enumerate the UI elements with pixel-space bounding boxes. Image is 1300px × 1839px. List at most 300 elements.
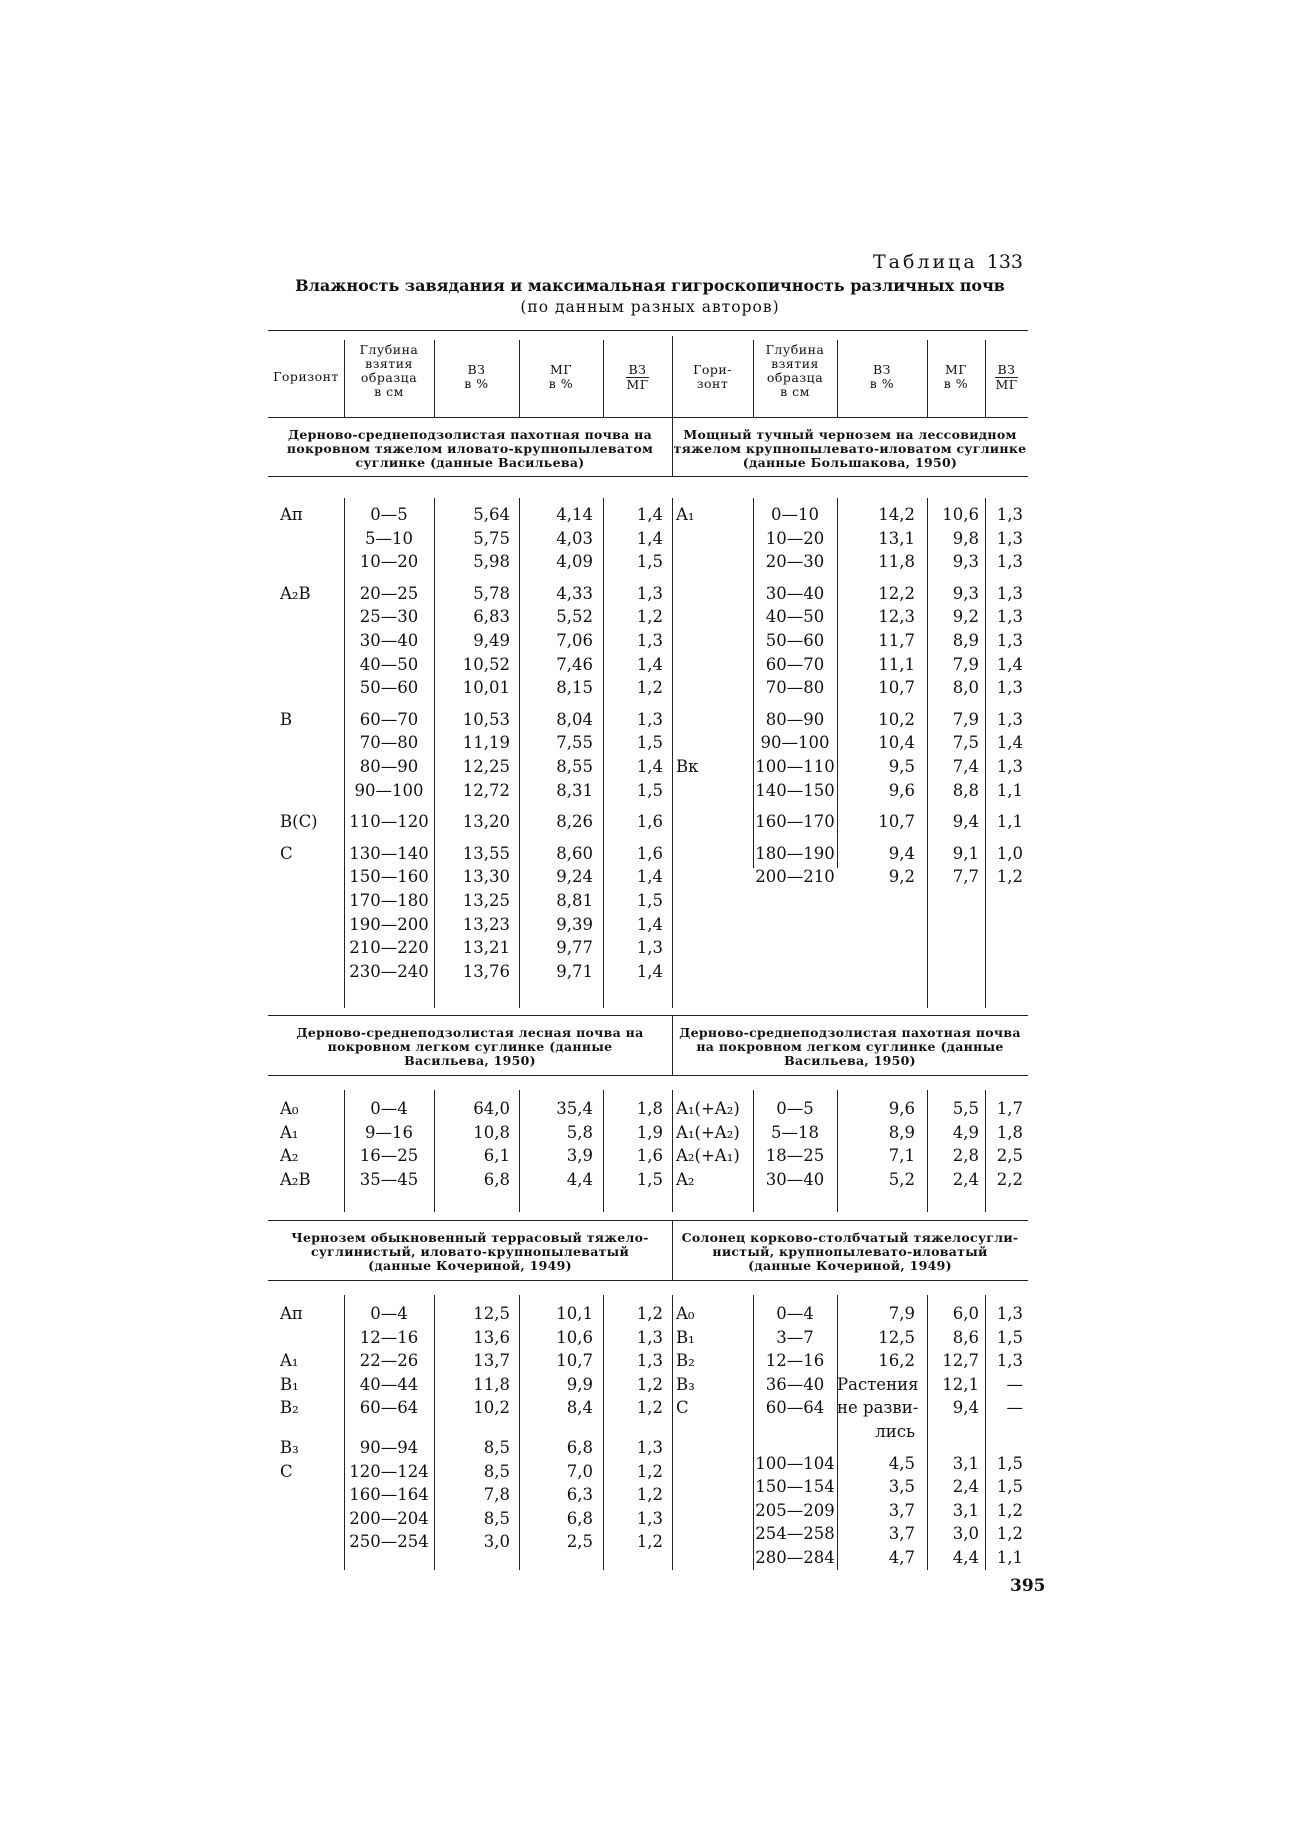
cell-mg: 4,4 [566, 1169, 593, 1189]
cell-mg: 12,7 [942, 1351, 979, 1371]
cell-r: 1,1 [996, 780, 1023, 800]
cell-vz: 8,9 [888, 1122, 915, 1142]
cell-h: Aп [280, 1304, 303, 1323]
hdr-text: в % [869, 376, 895, 391]
header-mg-right [927, 363, 985, 391]
header-bottom-rule [268, 417, 1028, 418]
cell-r: 1,3 [996, 607, 1023, 627]
cell-d: 40—44 [359, 1374, 419, 1394]
hdr-text: МГ [995, 377, 1018, 392]
section3-top-rule [268, 1220, 1028, 1221]
cell-d: 30—40 [359, 631, 419, 650]
cell-h: A₂B [280, 583, 311, 603]
ratio-fraction [626, 363, 650, 392]
header-horizon-left: Горизонт [273, 369, 339, 384]
cell-mg: 8,31 [556, 780, 593, 800]
cell-d: 150—160 [349, 867, 429, 887]
cell-vz: 13,21 [462, 938, 510, 958]
cell-mg: 3,1 [952, 1453, 979, 1473]
cell-mg: 4,33 [556, 583, 593, 603]
cell-d: 150—154 [755, 1477, 835, 1497]
cell-d: 130—140 [349, 843, 429, 863]
cell-d: 60—70 [359, 709, 419, 729]
cell-r: 1,2 [636, 1461, 663, 1481]
cell-h: A₀ [280, 1099, 299, 1118]
hdr-text: образца [360, 370, 418, 385]
cell-d: 50—60 [765, 631, 825, 650]
cell-mg: 10,6 [556, 1327, 593, 1347]
cell-vz: 12,5 [473, 1304, 510, 1323]
section3-title-rule [268, 1280, 1028, 1281]
cell-vz: 4,7 [888, 1548, 915, 1567]
cell-r: 1,5 [636, 780, 663, 800]
cell-mg: 4,14 [556, 505, 593, 524]
table-title: Влажность завядания и максимальная гигроскопичность различных почв [295, 276, 1005, 295]
cell-vz: 8,5 [483, 1508, 510, 1528]
cell-h: B₁ [280, 1374, 299, 1394]
cell-h: B₁ [676, 1327, 695, 1347]
cell-vz: 3,5 [888, 1477, 915, 1497]
cell-vz: 10,01 [462, 678, 510, 698]
cell-vz: 11,1 [878, 654, 915, 674]
cell-r: 1,4 [636, 914, 663, 934]
cell-vz: 12,72 [462, 780, 510, 800]
cell-d: 90—100 [760, 733, 830, 753]
section-title-line: Дерново-среднеподзолистая пахотная почва на [287, 427, 653, 442]
header-vz-right [837, 363, 927, 391]
cell-r: 1,3 [996, 552, 1023, 572]
cell-mg: 2,5 [566, 1532, 593, 1552]
cell-r: 1,3 [996, 709, 1023, 729]
cell-r: 1,4 [636, 867, 663, 887]
cell-vz: 9,2 [888, 867, 915, 887]
cell-vz: 10,7 [878, 678, 915, 698]
cell-d: 20—30 [765, 552, 825, 572]
cell-r: 1,1 [996, 812, 1023, 832]
cell-d: 70—80 [359, 733, 419, 753]
cell-r: 1,7 [996, 1099, 1023, 1118]
cell-r: 1,3 [636, 1351, 663, 1371]
section-title-line: покровном тяжелом иловато-крупнопылеватом [286, 441, 654, 456]
cell-r: 1,5 [996, 1477, 1023, 1497]
cell-r: 1,4 [636, 961, 663, 981]
cell-d: 0—5 [776, 1099, 814, 1118]
hdr-text: ВЗ [626, 363, 650, 378]
cell-h: A₀ [676, 1304, 695, 1323]
hdr-text: зонт [696, 376, 729, 391]
cell-h: A₂(+A₁) [676, 1146, 740, 1166]
cell-h: A₂ [676, 1169, 695, 1189]
cell-d: 35—45 [359, 1169, 419, 1189]
cell-d: 16—25 [359, 1146, 419, 1166]
cell-h: A₁(+A₂) [676, 1099, 740, 1118]
cell-mg: 9,3 [952, 552, 979, 572]
cell-vz: 3,7 [888, 1500, 915, 1520]
cell-vz: 5,64 [473, 505, 510, 524]
cell-mg: 8,55 [556, 757, 593, 776]
cell-d: 90—94 [359, 1438, 419, 1457]
cell-d: 20—25 [359, 583, 419, 603]
cell-r: — [1006, 1374, 1023, 1394]
cell-mg: 4,4 [952, 1548, 979, 1567]
cell-vz: 11,8 [473, 1374, 510, 1394]
cell-r: 1,6 [636, 843, 663, 863]
cell-r: 1,4 [636, 757, 663, 776]
cell-d: 0—4 [370, 1099, 408, 1118]
cell-d: 254—258 [755, 1524, 835, 1544]
cell-mg: 9,9 [566, 1374, 593, 1394]
cell-vz: 8,5 [483, 1461, 510, 1481]
hdr-text: ВЗ [467, 362, 486, 377]
cell-mg: 9,3 [952, 583, 979, 603]
cell-mg: 8,0 [952, 678, 979, 698]
section-title-line: (данные Кочериной, 1949) [368, 1258, 572, 1273]
cell-mg: 10,1 [556, 1304, 593, 1323]
cell-mg: 8,60 [556, 843, 593, 863]
cell-vz: 10,2 [878, 709, 915, 729]
cell-vz: 9,4 [888, 843, 915, 863]
cell-h: A₂ [280, 1146, 299, 1166]
section2-right-title [672, 1026, 1028, 1068]
cell-vz: 6,1 [483, 1146, 510, 1166]
cell-mg: 8,8 [952, 780, 979, 800]
hdr-text: в % [943, 376, 969, 391]
section-title-line: на покровном легком суглинке (данные [696, 1039, 1004, 1054]
cell-mg: 8,26 [556, 812, 593, 832]
cell-r: 1,8 [636, 1099, 663, 1118]
header-vz-left [434, 363, 519, 391]
cell-d: 9—16 [365, 1122, 413, 1142]
cell-r: 1,2 [636, 607, 663, 627]
cell-mg: 10,6 [942, 505, 979, 524]
cell-d: 160—164 [349, 1485, 429, 1505]
cell-r: 1,8 [996, 1122, 1023, 1142]
cell-d: 25—30 [359, 607, 419, 627]
cell-vz: 11,7 [878, 631, 915, 650]
cell-h: A₁(+A₂) [676, 1122, 740, 1142]
cell-r: 1,4 [636, 505, 663, 524]
cell-r: 1,2 [996, 867, 1023, 887]
cell-mg: 9,4 [952, 812, 979, 832]
cell-d: 50—60 [359, 678, 419, 698]
cell-d: 0—5 [370, 505, 408, 524]
cell-d: 210—220 [349, 938, 429, 958]
cell-vz: 9,5 [888, 757, 915, 776]
cell-r: 1,0 [996, 843, 1023, 863]
cell-vz: 13,76 [462, 961, 510, 981]
cell-d: 60—70 [765, 654, 825, 674]
cell-vz: 9,6 [888, 1099, 915, 1118]
section-title-line: Мощный тучный чернозем на лессовидном [683, 427, 1017, 442]
cell-r: 1,4 [996, 733, 1023, 753]
cell-vz: 10,8 [473, 1122, 510, 1142]
section2-left-title [268, 1026, 672, 1068]
cell-d: 10—20 [765, 528, 825, 548]
header-ratio-left [603, 363, 672, 392]
cell-h: C [280, 1461, 293, 1481]
cell-r: 1,1 [996, 1548, 1023, 1567]
cell-r: 1,4 [636, 654, 663, 674]
section-title-line: тяжелом крупнопылевато-иловатом суглинке [673, 441, 1027, 456]
cell-mg: 8,81 [556, 891, 593, 910]
cell-mg: 4,09 [556, 552, 593, 572]
header-mg-left [519, 363, 603, 391]
cell-r: 1,2 [996, 1500, 1023, 1520]
table-subtitle: (по данным разных авторов) [520, 298, 780, 316]
cell-r: 1,2 [636, 1374, 663, 1394]
cell-h: B₂ [676, 1351, 695, 1371]
cell-r: 1,2 [996, 1524, 1023, 1544]
cell-d: 60—64 [359, 1398, 419, 1418]
cell-mg: 9,1 [952, 843, 979, 863]
cell-vz: 3,7 [888, 1524, 915, 1544]
cell-r: 1,2 [636, 1304, 663, 1323]
cell-r: 1,2 [636, 678, 663, 698]
section2-top-rule [268, 1015, 1028, 1016]
cell-h: A₁ [280, 1122, 299, 1142]
cell-vz: 10,4 [878, 733, 915, 753]
cell-h: B₃ [676, 1374, 695, 1394]
cell-d: 205—209 [755, 1500, 835, 1520]
cell-r: 1,3 [996, 678, 1023, 698]
cell-r: 1,3 [636, 709, 663, 729]
cell-d: 40—50 [359, 654, 419, 674]
section-divider [672, 1295, 673, 1570]
cell-vz: 12,25 [462, 757, 510, 776]
cell-r: 1,4 [996, 654, 1023, 674]
cell-d: 120—124 [349, 1461, 429, 1481]
cell-vz: 9,6 [888, 780, 915, 800]
cell-h: Bк [676, 757, 699, 776]
cell-d: 30—40 [765, 1169, 825, 1189]
section1-right-title [672, 428, 1028, 470]
cell-vz: 16,2 [878, 1351, 915, 1371]
hdr-text: МГ [626, 377, 649, 392]
cell-mg: 35,4 [556, 1099, 593, 1118]
cell-mg: 6,8 [566, 1508, 593, 1528]
cell-vz: 7,9 [888, 1304, 915, 1323]
hdr-text: взятия [771, 356, 819, 371]
cell-d: 180—190 [755, 843, 835, 863]
cell-mg: 7,55 [556, 733, 593, 753]
cell-d: 140—150 [755, 780, 835, 800]
cell-mg: 9,4 [952, 1398, 979, 1418]
cell-d: 200—210 [755, 867, 835, 887]
cell-vz: 8,5 [483, 1438, 510, 1457]
hdr-text: МГ [944, 362, 968, 377]
cell-d: 30—40 [765, 583, 825, 603]
section-divider [672, 498, 673, 1008]
cell-r: 1,3 [996, 757, 1023, 776]
section3-left-title [268, 1231, 672, 1273]
cell-mg: 6,8 [566, 1438, 593, 1457]
cell-mg: 7,0 [566, 1461, 593, 1481]
cell-mg: 7,5 [952, 733, 979, 753]
cell-r: 2,5 [996, 1146, 1023, 1166]
cell-r: 1,3 [996, 1304, 1023, 1323]
ratio-fraction [995, 363, 1019, 392]
cell-vz: 7,8 [483, 1485, 510, 1505]
cell-vz: Растения [837, 1374, 919, 1394]
cell-h: Aп [280, 505, 303, 524]
section-title-line: Дерново-среднеподзолистая лесная почва на [296, 1025, 644, 1040]
cell-vz: 13,30 [462, 867, 510, 887]
cell-vz: 13,23 [462, 914, 510, 934]
cell-vz: 14,2 [878, 505, 915, 524]
cell-mg: 7,46 [556, 654, 593, 674]
cell-r: 1,5 [636, 552, 663, 572]
cell-d: 10—20 [359, 552, 419, 572]
cell-d: 0—4 [370, 1304, 408, 1323]
hdr-text: МГ [549, 362, 573, 377]
cell-r: 1,4 [636, 528, 663, 548]
cell-d: 0—4 [776, 1304, 814, 1323]
cell-vz: 3,0 [483, 1532, 510, 1552]
cell-vz: 10,52 [462, 654, 510, 674]
cell-vz: 10,53 [462, 709, 510, 729]
cell-mg: 3,9 [566, 1146, 593, 1166]
cell-vz: 5,78 [473, 583, 510, 603]
cell-vz: 64,0 [473, 1099, 510, 1118]
cell-d: 5—10 [365, 528, 413, 548]
cell-mg: 7,4 [952, 757, 979, 776]
cell-vz: 13,6 [473, 1327, 510, 1347]
table-number: 133 [986, 251, 1023, 273]
cell-mg: 4,9 [952, 1122, 979, 1142]
cell-vz: 12,2 [878, 583, 915, 603]
cell-d: 100—104 [755, 1453, 835, 1473]
cell-d: 90—100 [354, 780, 424, 800]
cell-mg: 5,52 [556, 607, 593, 627]
cell-r: 1,5 [636, 733, 663, 753]
cell-mg: 8,4 [566, 1398, 593, 1418]
cell-r: 1,3 [636, 583, 663, 603]
section-title-line: Чернозем обыкновенный террасовый тяжело- [291, 1230, 649, 1245]
cell-d: 40—50 [765, 607, 825, 627]
cell-mg: 7,06 [556, 631, 593, 650]
section1-title-rule [268, 476, 1028, 477]
cell-mg: 8,6 [952, 1327, 979, 1347]
cell-h: C [280, 843, 293, 863]
section-title-line: (данные Большакова, 1950) [742, 455, 958, 470]
cell-mg: 9,2 [952, 607, 979, 627]
cell-r: 1,6 [636, 1146, 663, 1166]
cell-r: 1,3 [996, 505, 1023, 524]
cell-d: 80—90 [359, 757, 419, 776]
cell-r: 1,5 [996, 1453, 1023, 1473]
cell-vz: лись [875, 1422, 915, 1441]
section-title-line: Васильева, 1950) [404, 1053, 536, 1068]
cell-mg: 8,9 [952, 631, 979, 650]
cell-vz: 4,5 [888, 1453, 915, 1473]
cell-vz: 6,8 [483, 1169, 510, 1189]
section-title-line: нистый, крупнопылевато-иловатый [712, 1244, 988, 1259]
cell-h: A₁ [676, 505, 695, 524]
cell-d: 170—180 [349, 891, 429, 910]
hdr-text: Гори- [693, 362, 732, 377]
cell-d: 3—7 [776, 1327, 814, 1347]
cell-vz: 11,19 [462, 733, 510, 753]
header-depth-right [753, 343, 837, 399]
cell-r: 1,3 [996, 631, 1023, 650]
cell-mg: 9,24 [556, 867, 593, 887]
table-label-text: Таблица [872, 251, 978, 273]
cell-r: 1,3 [636, 1508, 663, 1528]
cell-d: 100—110 [755, 757, 835, 776]
cell-h: A₁ [280, 1351, 299, 1371]
cell-r: 1,3 [996, 583, 1023, 603]
cell-r: 1,5 [636, 1169, 663, 1189]
cell-r: 1,3 [636, 1327, 663, 1347]
hdr-text: ВЗ [995, 363, 1019, 378]
section-title-line: Дерново-среднеподзолистая пахотная почва [679, 1025, 1021, 1040]
hdr-text: Глубина [765, 342, 825, 357]
cell-mg: 9,8 [952, 528, 979, 548]
header-depth-left [344, 343, 434, 399]
page-number: 395 [1010, 1576, 1046, 1596]
hdr-text: Глубина [359, 342, 419, 357]
cell-d: 190—200 [349, 914, 429, 934]
cell-r: — [1006, 1398, 1023, 1418]
cell-r: 1,3 [996, 1351, 1023, 1371]
section1-left-title [268, 428, 672, 470]
cell-d: 80—90 [765, 709, 825, 729]
cell-d: 60—64 [765, 1398, 825, 1418]
cell-mg: 6,0 [952, 1304, 979, 1323]
cell-d: 36—40 [765, 1374, 825, 1394]
cell-mg: 4,03 [556, 528, 593, 548]
cell-d: 200—204 [349, 1508, 429, 1528]
cell-d: 5—18 [771, 1122, 819, 1142]
cell-vz: 13,25 [462, 891, 510, 910]
cell-r: 1,3 [636, 1438, 663, 1457]
cell-h: C [676, 1398, 689, 1418]
section-title-line: суглинистый, иловато-крупнопылеватый [310, 1244, 630, 1259]
cell-r: 1,5 [636, 891, 663, 910]
cell-r: 1,3 [636, 631, 663, 650]
section-title-line: (данные Кочериной, 1949) [748, 1258, 952, 1273]
hdr-text: в см [374, 384, 404, 399]
hdr-text: взятия [365, 356, 413, 371]
cell-mg: 5,8 [566, 1122, 593, 1142]
cell-vz: 12,5 [878, 1327, 915, 1347]
cell-r: 1,6 [636, 812, 663, 832]
cell-mg: 2,4 [952, 1169, 979, 1189]
header-ratio-right [985, 363, 1028, 392]
cell-d: 12—16 [765, 1351, 825, 1371]
cell-d: 0—10 [771, 505, 819, 524]
cell-d: 280—284 [755, 1548, 835, 1567]
hdr-text: в % [548, 376, 574, 391]
cell-vz: 13,7 [473, 1351, 510, 1371]
cell-d: 160—170 [755, 812, 835, 832]
cell-mg: 2,4 [952, 1477, 979, 1497]
cell-h: A₂B [280, 1169, 311, 1189]
section-divider [672, 1090, 673, 1212]
hdr-text: в % [464, 376, 489, 391]
cell-mg: 9,39 [556, 914, 593, 934]
cell-mg: 9,71 [556, 961, 593, 981]
hdr-text: в см [780, 384, 810, 399]
cell-vz: 10,7 [878, 812, 915, 832]
section3-right-title [672, 1231, 1028, 1273]
header-top-rule [268, 330, 1028, 331]
cell-r: 1,5 [996, 1327, 1023, 1347]
cell-vz: 6,83 [473, 607, 510, 627]
cell-h: B(C) [280, 812, 318, 832]
cell-d: 22—26 [359, 1351, 419, 1371]
cell-mg: 12,1 [942, 1374, 979, 1394]
